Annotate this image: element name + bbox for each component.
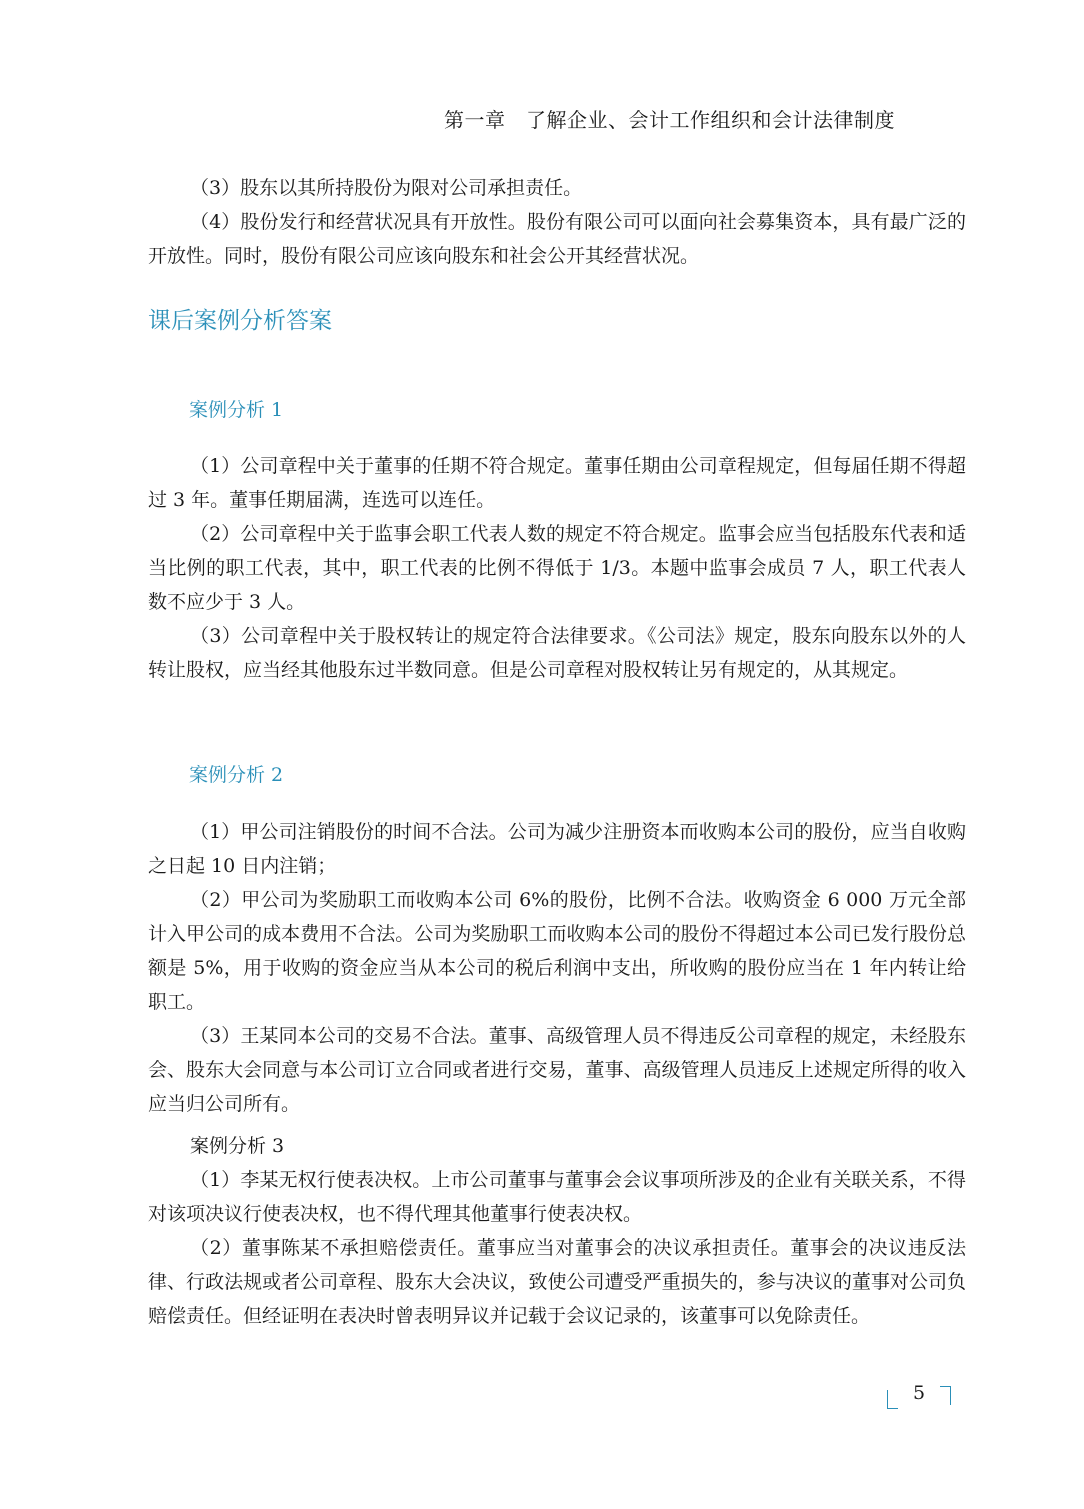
page-number: 5 (912, 1382, 926, 1404)
case-1-paragraph: （1）公司章程中关于董事的任期不符合规定。董事任期由公司章程规定，但每届任期不得超过 3 年。董事任期届满，连选可以连任。 (148, 455, 966, 511)
case-2-title: 案例分析 2 (189, 764, 284, 786)
case-3-paragraph: （1）李某无权行使表决权。上市公司董事与董事会会议事项所涉及的企业有关联关系，不得对该项决议行使表决权，也不得代理其他董事行使表决权。 (148, 1169, 966, 1225)
case-1-body (148, 449, 966, 687)
case-3-paragraph: （2）董事陈某不承担赔偿责任。董事应当对董事会的决议承担责任。董事会的决议违反法律、行政法规或者公司章程、股东大会决议，致使公司遭受严重损失的，参与决议的董事对公司负赔偿责任。但经证明在表决时曾表明异议并记载于会议记录的，该董事可以免除责任。 (148, 1237, 966, 1327)
case-2-body (148, 815, 966, 1121)
case-2-paragraph: （3）王某同本公司的交易不合法。董事、高级管理人员不得违反公司章程的规定，未经股东会、股东大会同意与本公司订立合同或者进行交易，董事、高级管理人员违反上述规定所得的收入应当归公司所有。 (148, 1025, 966, 1115)
case-3-title: 案例分析 3 (190, 1135, 285, 1157)
intro-paragraph-4: （4）股份发行和经营状况具有开放性。股份有限公司可以面向社会募集资本，具有最广泛的开放性。同时，股份有限公司应该向股东和社会公开其经营状况。 (148, 211, 966, 267)
case-2-paragraph: （1）甲公司注销股份的时间不合法。公司为减少注册资本而收购本公司的股份，应当自收购之日起 10 日内注销； (148, 821, 966, 877)
case-1-paragraph: （2）公司章程中关于监事会职工代表人数的规定不符合规定。监事会应当包括股东代表和适当比例的职工代表，其中，职工代表的比例不得低于 1/3。本题中监事会成员 7 人，职工代表人数不应少于 3 人。 (148, 523, 966, 613)
intro-block (148, 171, 966, 273)
case-3-block (148, 1129, 966, 1333)
case-1-paragraph: （3）公司章程中关于股权转让的规定符合法律要求。《公司法》规定，股东向股东以外的人转让股权，应当经其他股东过半数同意。但是公司章程对股权转让另有规定的，从其规定。 (148, 625, 966, 681)
section-title: 课后案例分析答案 (148, 308, 332, 334)
intro-paragraph-3: （3）股东以其所持股份为限对公司承担责任。 (190, 177, 583, 199)
case-1-title: 案例分析 1 (189, 399, 284, 421)
case-2-paragraph: （2）甲公司为奖励职工而收购本公司 6%的股份，比例不合法。收购资金 6 000 万元全部计入甲公司的成本费用不合法。公司为奖励职工而收购本公司的股份不得超过本公司已发行股份总额是 5%，用于收购的资金应当从本公司的税后利润中支出，所收购的股份应当在 1 年内转让给职工。 (148, 889, 966, 1013)
page-number-badge (887, 1382, 951, 1408)
running-header: 第一章 了解企业、会计工作组织和会计法律制度 (444, 108, 895, 132)
